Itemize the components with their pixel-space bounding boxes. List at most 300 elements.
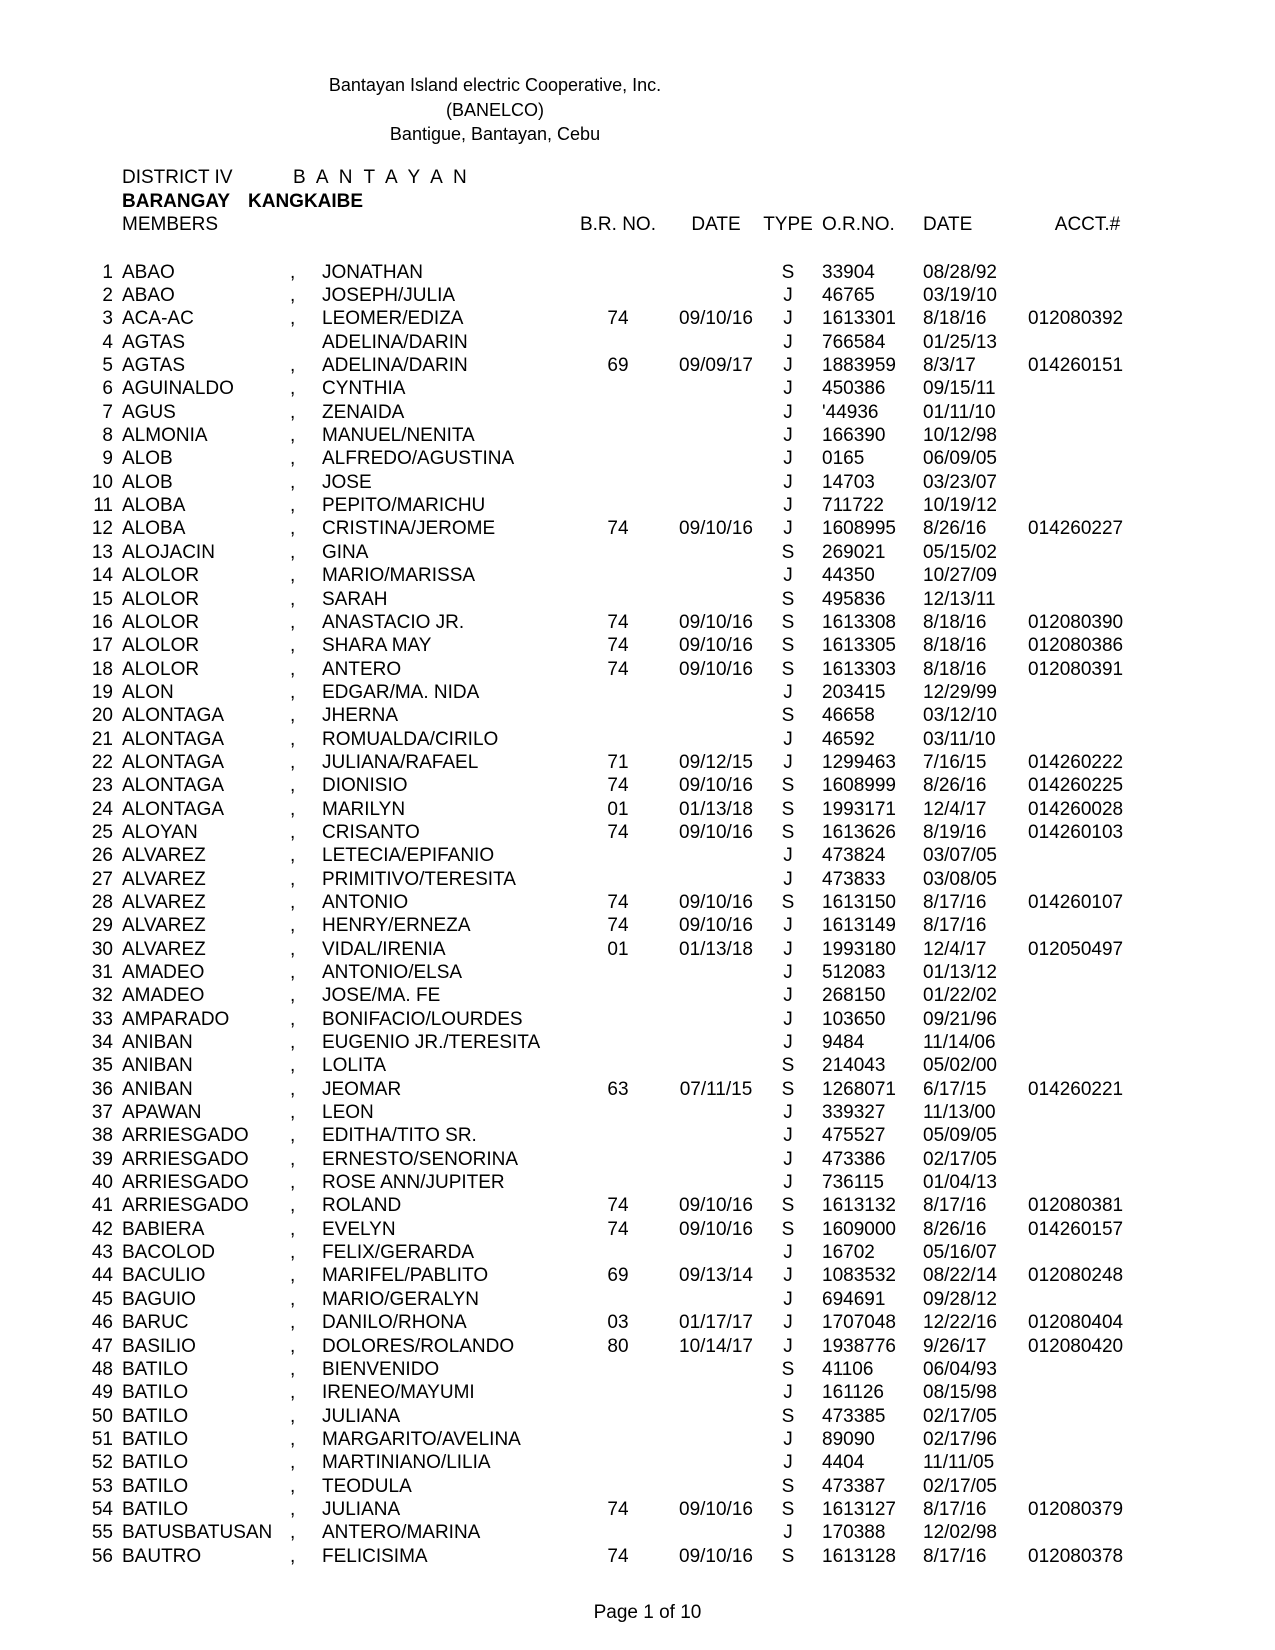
- or-date-value: 8/17/16: [923, 1195, 987, 1217]
- comma-separator: ,: [290, 1055, 296, 1077]
- br-date-value: 09/10/16: [679, 658, 753, 680]
- table-row: [88, 844, 1150, 867]
- br-date-value: 09/10/16: [679, 611, 753, 633]
- comma-separator: [288, 331, 315, 354]
- br-date-value: [676, 681, 756, 704]
- br-no-value: 74: [607, 518, 629, 540]
- table-row: [88, 891, 1150, 914]
- district-value: B A N T A Y A N: [293, 167, 470, 188]
- br-no-value: 74: [607, 1498, 629, 1520]
- br-no-value: [560, 377, 676, 400]
- membership-type-value: S: [781, 658, 795, 680]
- br-date-value: [676, 541, 756, 564]
- account-number-value: [1025, 1101, 1150, 1124]
- br-date-value: [676, 1405, 756, 1428]
- membership-type-value: J: [783, 565, 793, 587]
- comma-separator: ,: [290, 798, 296, 820]
- membership-type-value: J: [783, 1335, 793, 1357]
- comma-separator: ,: [290, 728, 296, 750]
- membership-type-value: S: [781, 588, 795, 610]
- table-row: [88, 1428, 1150, 1451]
- or-no-value: 16702: [822, 1242, 875, 1264]
- member-given-names: MANUEL/NENITA: [322, 425, 475, 447]
- barangay-label: BARANGAY: [122, 191, 231, 212]
- comma-separator: ,: [290, 541, 296, 563]
- member-given-names: SHARA MAY: [322, 635, 432, 657]
- member-surname: AMADEO: [122, 985, 205, 1007]
- member-given-names: SARAH: [322, 588, 388, 610]
- member-surname: BATILO: [122, 1498, 189, 1520]
- table-row: [88, 471, 1150, 494]
- br-no-value: 74: [607, 775, 629, 797]
- br-date-value: [676, 704, 756, 727]
- account-number-value: 014260157: [1028, 1218, 1124, 1240]
- account-number-value: 014260222: [1028, 751, 1124, 773]
- br-no-value: 74: [607, 635, 629, 657]
- or-date-value: 05/09/05: [923, 1125, 997, 1147]
- table-row: [88, 307, 1150, 330]
- table-row: [88, 961, 1150, 984]
- member-given-names: BONIFACIO/LOURDES: [322, 1008, 523, 1030]
- or-no-value: 1608999: [822, 775, 896, 797]
- account-number-value: [1025, 1054, 1150, 1077]
- br-no-value: [560, 1124, 676, 1147]
- member-given-names: HENRY/ERNEZA: [322, 915, 471, 937]
- or-date-value: 09/28/12: [923, 1288, 997, 1310]
- membership-type-value: S: [781, 1218, 795, 1240]
- br-no-value: [560, 401, 676, 424]
- or-date-value: 05/15/02: [923, 541, 997, 563]
- member-given-names: DIONISIO: [322, 775, 408, 797]
- member-surname: ARRIESGADO: [122, 1125, 249, 1147]
- or-no-value: 170388: [822, 1522, 886, 1544]
- comma-separator: ,: [290, 588, 296, 610]
- br-no-value: [560, 728, 676, 751]
- membership-type-value: S: [781, 1195, 795, 1217]
- comma-separator: ,: [290, 1498, 296, 1520]
- member-surname: AMPARADO: [122, 1008, 230, 1030]
- member-surname: BACULIO: [122, 1265, 206, 1287]
- br-no-value: 69: [607, 1265, 629, 1287]
- or-no-value: 694691: [822, 1288, 886, 1310]
- member-surname: ANIBAN: [122, 1032, 193, 1054]
- comma-separator: ,: [290, 261, 296, 283]
- or-date-value: 8/3/17: [923, 355, 976, 377]
- membership-type-value: S: [781, 1358, 795, 1380]
- membership-type-value: J: [783, 1032, 793, 1054]
- membership-type-value: S: [781, 1545, 795, 1567]
- comma-separator: ,: [290, 1032, 296, 1054]
- member-given-names: JHERNA: [322, 705, 399, 727]
- br-no-value: [560, 1171, 676, 1194]
- account-number-value: 012080391: [1028, 658, 1124, 680]
- or-date-value: 09/15/11: [923, 378, 996, 400]
- row-number: 40: [91, 1172, 113, 1194]
- account-number-value: [1025, 984, 1150, 1007]
- or-no-value: 711722: [822, 495, 884, 517]
- account-number-value: [1025, 1008, 1150, 1031]
- br-no-value: 80: [607, 1335, 629, 1357]
- row-number: 50: [91, 1405, 113, 1427]
- membership-type-value: J: [783, 1008, 793, 1030]
- district-label: DISTRICT IV: [122, 167, 233, 188]
- br-date-value: 10/14/17: [679, 1335, 753, 1357]
- row-number: 42: [91, 1218, 113, 1240]
- or-date-value: 10/27/09: [923, 565, 997, 587]
- membership-type-value: S: [781, 798, 795, 820]
- row-number: 3: [102, 308, 113, 330]
- members-header: MEMBERS: [122, 214, 219, 235]
- or-date-value: 8/17/16: [923, 1498, 987, 1520]
- account-number-value: [1025, 1358, 1150, 1381]
- member-given-names: JULIANA: [322, 1405, 401, 1427]
- br-date-value: [676, 1521, 756, 1544]
- account-number-value: 014260028: [1028, 798, 1124, 820]
- table-row: [88, 447, 1150, 470]
- member-given-names: LETECIA/EPIFANIO: [322, 845, 495, 867]
- member-surname: ALVAREZ: [122, 938, 206, 960]
- br-no-value: 74: [607, 658, 629, 680]
- row-number: 30: [91, 938, 113, 960]
- br-no-value: [560, 564, 676, 587]
- comma-separator: ,: [290, 1545, 296, 1567]
- member-surname: ALONTAGA: [122, 798, 225, 820]
- or-no-value: 1613303: [822, 658, 896, 680]
- membership-type-value: S: [781, 891, 795, 913]
- comma-separator: ,: [290, 1522, 296, 1544]
- br-date-value: [676, 1428, 756, 1451]
- member-surname: ALOB: [122, 471, 173, 493]
- comma-separator: ,: [290, 308, 296, 330]
- or-no-value: 1938776: [822, 1335, 896, 1357]
- or-date-value: 12/13/11: [923, 588, 996, 610]
- br-date-value: [676, 1171, 756, 1194]
- table-row: [88, 1124, 1150, 1147]
- or-date-value: 7/16/15: [923, 751, 987, 773]
- or-no-value: 9484: [822, 1032, 865, 1054]
- account-number-value: 014260107: [1028, 891, 1124, 913]
- comma-separator: ,: [290, 1148, 296, 1170]
- br-no-value: [560, 984, 676, 1007]
- or-no-value: 214043: [822, 1055, 886, 1077]
- membership-type-value: J: [783, 308, 793, 330]
- account-number-value: [1025, 1241, 1150, 1264]
- member-surname: ALOLOR: [122, 611, 200, 633]
- account-number-value: [1025, 704, 1150, 727]
- member-surname: ALVAREZ: [122, 845, 206, 867]
- member-surname: AMADEO: [122, 962, 205, 983]
- row-number: 46: [91, 1312, 113, 1334]
- br-date-value: [676, 564, 756, 587]
- col-header-br-no: B.R. NO.: [579, 214, 656, 235]
- row-number: 35: [91, 1055, 113, 1077]
- member-given-names: FELIX/GERARDA: [322, 1242, 475, 1264]
- row-number: 12: [91, 518, 113, 540]
- member-given-names: ADELINA/DARIN: [322, 331, 468, 353]
- table-row: [88, 611, 1150, 634]
- member-given-names: CYNTHIA: [322, 378, 406, 400]
- account-number-value: [1025, 284, 1150, 307]
- membership-type-value: J: [783, 355, 793, 377]
- or-date-value: 01/25/13: [923, 331, 997, 353]
- account-number-value: [1025, 494, 1150, 517]
- member-surname: APAWAN: [122, 1102, 202, 1124]
- member-given-names: FELICISIMA: [322, 1545, 428, 1567]
- or-date-value: 8/26/16: [923, 518, 987, 540]
- account-number-value: [1025, 541, 1150, 564]
- account-number-value: [1025, 401, 1150, 424]
- br-no-value: [560, 447, 676, 470]
- membership-type-value: J: [783, 845, 793, 867]
- member-given-names: DANILO/RHONA: [322, 1312, 467, 1334]
- member-surname: ANIBAN: [122, 1055, 193, 1077]
- membership-type-value: J: [783, 1102, 793, 1124]
- row-number: 34: [91, 1032, 113, 1054]
- br-no-value: [560, 541, 676, 564]
- comma-separator: ,: [290, 1358, 296, 1380]
- table-row: [88, 1335, 1150, 1358]
- membership-type-value: J: [783, 285, 793, 307]
- membership-type-value: J: [783, 1148, 793, 1170]
- br-date-value: [676, 1054, 756, 1077]
- comma-separator: ,: [290, 938, 296, 960]
- br-no-value: [560, 1358, 676, 1381]
- member-surname: AGUINALDO: [122, 378, 234, 400]
- comma-separator: ,: [290, 1405, 296, 1427]
- account-number-value: [1025, 1428, 1150, 1451]
- br-no-value: 03: [607, 1312, 629, 1334]
- member-surname: ALOJACIN: [122, 541, 215, 563]
- membership-type-value: S: [781, 611, 795, 633]
- br-date-value: 07/11/15: [679, 1078, 753, 1100]
- or-no-value: 44350: [822, 565, 875, 587]
- comma-separator: ,: [290, 1428, 296, 1450]
- row-number: 32: [91, 985, 113, 1007]
- br-date-value: 09/10/16: [679, 635, 753, 657]
- or-no-value: 1609000: [822, 1218, 896, 1240]
- membership-type-value: J: [783, 1288, 793, 1310]
- or-date-value: 8/26/16: [923, 1218, 987, 1240]
- account-number-value: 014260221: [1028, 1078, 1124, 1100]
- br-no-value: 01: [607, 798, 629, 820]
- member-surname: BATILO: [122, 1382, 189, 1404]
- member-surname: ALOLOR: [122, 588, 200, 610]
- row-number: 7: [102, 401, 113, 423]
- br-no-value: [560, 1008, 676, 1031]
- br-date-value: [676, 984, 756, 1007]
- table-row: [88, 798, 1150, 821]
- row-number: 4: [102, 331, 113, 353]
- membership-type-value: J: [783, 938, 793, 960]
- row-number: 31: [91, 962, 113, 983]
- table-row: [88, 517, 1150, 540]
- or-no-value: 1707048: [822, 1312, 896, 1334]
- or-no-value: 46658: [822, 705, 875, 727]
- or-date-value: 01/13/12: [923, 962, 997, 983]
- table-row: [88, 751, 1150, 774]
- account-number-value: 012080381: [1028, 1195, 1124, 1217]
- table-row: [88, 868, 1150, 891]
- br-date-value: [676, 1101, 756, 1124]
- or-no-value: 1993180: [822, 938, 896, 960]
- membership-type-value: J: [783, 1265, 793, 1287]
- row-number: 17: [91, 635, 113, 657]
- member-given-names: EVELYN: [322, 1218, 396, 1240]
- row-number: 16: [91, 611, 113, 633]
- br-date-value: 09/10/16: [679, 1545, 753, 1567]
- or-no-value: 1613150: [822, 891, 896, 913]
- or-no-value: 1083532: [822, 1265, 896, 1287]
- or-no-value: 33904: [822, 261, 875, 283]
- page-footer: Page 1 of 10: [593, 1602, 702, 1623]
- table-header-row: [88, 213, 1150, 236]
- or-date-value: 02/17/05: [923, 1405, 997, 1427]
- or-no-value: 473386: [822, 1148, 886, 1170]
- or-no-value: 512083: [822, 962, 886, 983]
- table-row: [88, 1101, 1150, 1124]
- table-row: [88, 1521, 1150, 1544]
- br-no-value: [560, 1031, 676, 1054]
- member-surname: BABIERA: [122, 1218, 205, 1240]
- br-no-value: 74: [607, 821, 629, 843]
- br-date-value: 09/10/16: [679, 308, 753, 330]
- account-number-value: [1025, 1521, 1150, 1544]
- table-row: [88, 1194, 1150, 1217]
- comma-separator: ,: [290, 1335, 296, 1357]
- comma-separator: ,: [290, 705, 296, 727]
- or-no-value: 166390: [822, 425, 886, 447]
- br-date-value: [676, 261, 756, 284]
- member-given-names: PEPITO/MARICHU: [322, 495, 486, 517]
- member-given-names: MARIO/GERALYN: [322, 1288, 479, 1310]
- account-number-value: [1025, 447, 1150, 470]
- account-number-value: [1025, 1451, 1150, 1474]
- or-no-value: 766584: [822, 331, 886, 353]
- member-surname: ALVAREZ: [122, 915, 206, 937]
- table-row: [88, 1381, 1150, 1404]
- br-date-value: [676, 1124, 756, 1147]
- member-given-names: JOSE: [322, 471, 372, 493]
- membership-type-value: J: [783, 681, 793, 703]
- table-row: [88, 1218, 1150, 1241]
- table-row: [88, 1264, 1150, 1287]
- membership-type-value: J: [783, 1125, 793, 1147]
- member-surname: BATILO: [122, 1428, 189, 1450]
- member-given-names: MARIFEL/PABLITO: [322, 1265, 489, 1287]
- or-no-value: 495836: [822, 588, 886, 610]
- member-given-names: MARTINIANO/LILIA: [322, 1452, 491, 1474]
- table-row: [88, 494, 1150, 517]
- or-date-value: 05/16/07: [923, 1242, 997, 1264]
- br-date-value: 09/10/16: [679, 775, 753, 797]
- members-table: [88, 261, 1150, 1568]
- or-no-value: 1613128: [822, 1545, 896, 1567]
- or-date-value: 02/17/05: [923, 1475, 997, 1497]
- member-given-names: ADELINA/DARIN: [322, 355, 468, 377]
- member-given-names: EDGAR/MA. NIDA: [322, 681, 480, 703]
- br-date-value: 09/12/15: [679, 751, 753, 773]
- row-number: 19: [91, 681, 113, 703]
- account-number-value: [1025, 331, 1150, 354]
- comma-separator: ,: [290, 658, 296, 680]
- br-date-value: [676, 494, 756, 517]
- br-date-value: 09/10/16: [679, 891, 753, 913]
- comma-separator: ,: [290, 471, 296, 493]
- account-number-value: [1025, 728, 1150, 751]
- member-given-names: ROSE ANN/JUPITER: [322, 1172, 505, 1194]
- or-no-value: 14703: [822, 471, 875, 493]
- account-number-value: [1025, 1171, 1150, 1194]
- br-date-value: [676, 284, 756, 307]
- member-surname: ARRIESGADO: [122, 1148, 249, 1170]
- or-date-value: 12/02/98: [923, 1522, 997, 1544]
- br-no-value: 74: [607, 1545, 629, 1567]
- member-surname: BAUTRO: [122, 1545, 202, 1567]
- account-number-value: 012080248: [1028, 1265, 1124, 1287]
- br-no-value: [560, 284, 676, 307]
- row-number: 37: [91, 1102, 113, 1124]
- table-row: [88, 914, 1150, 937]
- br-date-value: [676, 1008, 756, 1031]
- or-no-value: 736115: [822, 1172, 884, 1194]
- br-no-value: [560, 471, 676, 494]
- br-date-value: [676, 1148, 756, 1171]
- row-number: 2: [102, 285, 113, 307]
- member-surname: BATILO: [122, 1405, 189, 1427]
- member-surname: ALMONIA: [122, 425, 208, 447]
- row-number: 6: [102, 378, 113, 400]
- row-number: 54: [91, 1498, 113, 1520]
- row-number: 23: [91, 775, 113, 797]
- member-surname: ALOBA: [122, 518, 186, 540]
- member-surname: ALONTAGA: [122, 705, 225, 727]
- member-surname: BATILO: [122, 1358, 189, 1380]
- membership-type-value: J: [783, 1312, 793, 1334]
- organization-acronym: (BANELCO): [445, 99, 544, 120]
- row-number: 29: [91, 915, 113, 937]
- table-row: [88, 1358, 1150, 1381]
- or-date-value: 8/17/16: [923, 891, 987, 913]
- table-row: [88, 401, 1150, 424]
- row-number: 53: [91, 1475, 113, 1497]
- br-date-value: 09/09/17: [679, 355, 753, 377]
- membership-type-value: S: [781, 1055, 795, 1077]
- table-row: [88, 681, 1150, 704]
- member-given-names: JOSE/MA. FE: [322, 985, 441, 1007]
- table-row: [88, 1054, 1150, 1077]
- row-number: 48: [91, 1358, 113, 1380]
- comma-separator: ,: [290, 425, 296, 447]
- or-date-value: 8/18/16: [923, 658, 987, 680]
- row-number: 55: [91, 1522, 113, 1544]
- br-no-value: [560, 1241, 676, 1264]
- or-date-value: 8/26/16: [923, 775, 987, 797]
- br-no-value: 63: [607, 1078, 629, 1100]
- br-date-value: [676, 1381, 756, 1404]
- comma-separator: ,: [290, 448, 296, 470]
- member-surname: ABAO: [122, 285, 175, 307]
- br-date-value: [676, 1031, 756, 1054]
- br-no-value: [560, 424, 676, 447]
- row-number: 9: [102, 448, 113, 470]
- member-surname: ALON: [122, 681, 174, 703]
- or-no-value: 1613308: [822, 611, 896, 633]
- row-number: 11: [93, 495, 113, 517]
- or-date-value: 8/19/16: [923, 821, 987, 843]
- or-date-value: 03/19/10: [923, 285, 997, 307]
- or-no-value: 1268071: [822, 1078, 896, 1100]
- table-row: [88, 354, 1150, 377]
